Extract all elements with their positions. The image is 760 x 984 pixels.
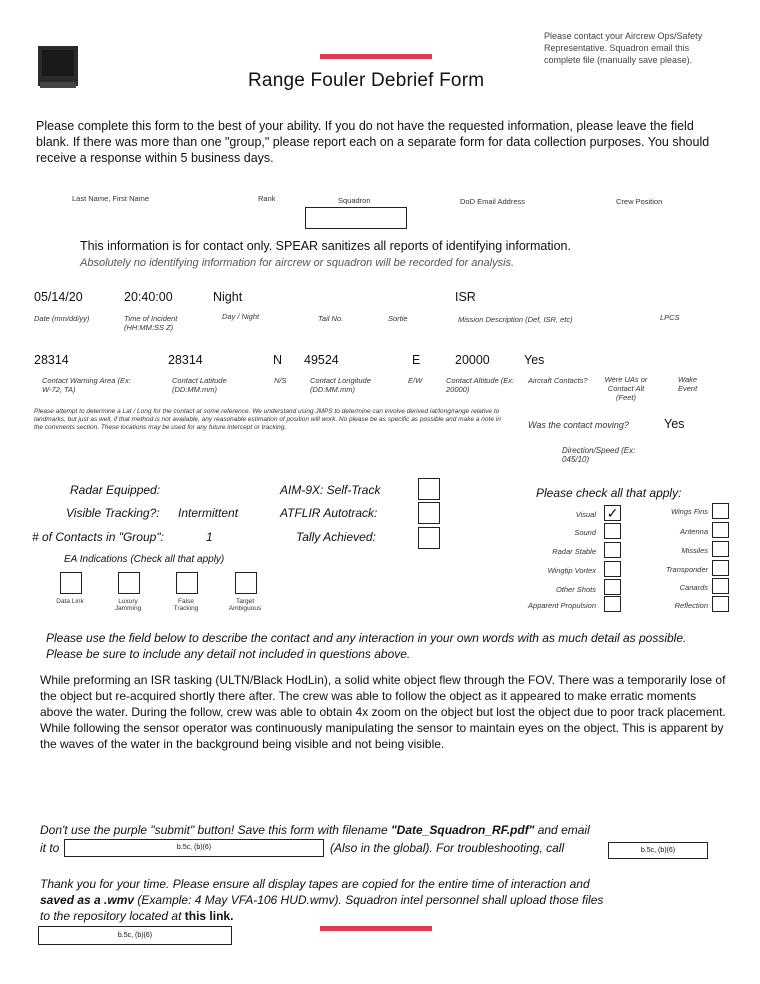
rank-label: Rank [258, 194, 276, 203]
apply-wingtip-checkbox[interactable] [604, 561, 621, 577]
repository-redacted-text: b.5c, (b)(6) [117, 932, 153, 939]
thanks-line3 [40, 908, 233, 924]
ns-label: N/S [274, 376, 287, 385]
day-night-value[interactable]: Night [213, 290, 243, 304]
ns-value[interactable]: N [273, 353, 283, 367]
describe-instructions: Please use the field below to describe the contact and any interaction in your own words with as much detail as possible. Please be sure to include any detail not included in questions above. [46, 631, 687, 661]
altitude-label: Contact Altitude (Ex: 20000) [446, 376, 515, 394]
filename: "Date_Squadron_RF.pdf" [390, 823, 535, 837]
apply-wings-label: Wings Fins [670, 507, 708, 516]
apply-title: Please check all that apply: [536, 486, 682, 500]
phone-redacted-field[interactable] [608, 842, 708, 859]
day-night-label: Day / Night [222, 312, 260, 321]
time-label: Time of Incident (HH:MM:SS Z) [124, 314, 178, 332]
apply-other-shots-label: Other Shots [555, 585, 596, 594]
visual-tracking-label: Visible Tracking?: [66, 506, 160, 520]
apply-sound-label: Sound [574, 528, 596, 537]
sortie-label: Sortie [388, 314, 408, 323]
top-red-bar [320, 54, 432, 59]
narrative-field[interactable]: While preforming an ISR tasking (ULTN/Black HodLin), a solid white object flew through the FOV. There was a temporarily lose of the object but re-acquired shortly there after. The crew was able to follow the object as it appeared to make erratic moments above the water. During the follow, crew was able to obtain 4x zoom on the object but lost the object due to poor track placement. While following the sensor operator was continuously manipulating the sensor to maintain eyes on the object. This is apparent by the waves of the water in the background being visible and not being visible. [40, 673, 726, 751]
saved-as-wmv: saved as a .wmv [40, 893, 135, 907]
footer-line1b: and email [534, 823, 590, 837]
apply-visual-label: Visual [575, 510, 596, 519]
tally-label: Tally Achieved: [296, 530, 376, 544]
intro-text: Please complete this form to the best of your ability. If you do not have the requested information, please leave the field blank. If there was more than one "group," please report each on a separate form for data collection purposes. You should receive a response within 5 business days. [36, 119, 710, 165]
apply-transponder-checkbox[interactable] [712, 560, 729, 576]
footer-line1a: Don't use the purple "submit" button! Save this form with filename [40, 823, 391, 837]
ea-luxury-jamming-checkbox[interactable] [118, 572, 140, 594]
email-label: DoD Email Address [460, 197, 526, 206]
crew-position-label: Crew Position [616, 197, 663, 206]
repository-link[interactable]: this link. [184, 909, 234, 923]
visual-tracking-value[interactable]: Intermittent [178, 506, 239, 520]
moving-value[interactable]: Yes [664, 417, 685, 431]
aircraft-label: Aircraft Contacts? [528, 376, 588, 385]
apply-antenna-checkbox[interactable] [712, 522, 729, 538]
apply-propulsion-label: Apparent Propulsion [528, 601, 596, 610]
ea-false-tracking-label: False Tracking [173, 598, 199, 612]
form-title: Range Fouler Debrief Form [248, 70, 485, 91]
latitude-value[interactable]: 28314 [168, 353, 203, 367]
apply-transponder-label: Transponder [666, 565, 708, 574]
area-label: Contact Warning Area (Ex: W-72, TA) [42, 376, 131, 394]
tail-no-label: Tail No. [318, 314, 344, 323]
time-value[interactable]: 20:40:00 [124, 290, 173, 304]
aim9x-label: AIM-9X: Self-Track [280, 483, 381, 497]
mission-label: Mission Description (Def, ISR, etc) [458, 315, 573, 324]
phone-redacted-text: b.5c, (b)(6) [640, 847, 676, 854]
squadron-label: Squadron [338, 196, 371, 205]
thanks-line2b: (Example: 4 May VFA-106 HUD.wmv). Squadron intel personnel shall upload those files [134, 893, 604, 907]
apply-wings-checkbox[interactable] [712, 503, 729, 519]
repository-redacted-field[interactable] [38, 926, 232, 945]
email-redacted-text: b.5c, (b)(6) [176, 844, 212, 851]
atflir-checkbox[interactable] [418, 502, 440, 524]
footer-line2a: it to [40, 841, 60, 855]
longitude-label: Contact Longitude (DD:MM.mm) [310, 376, 371, 394]
apply-antenna-label: Antenna [680, 527, 708, 536]
ea-target-ambiguous-label: Target Ambiguous [228, 598, 262, 612]
header-notice: Please contact your Aircrew Ops/Safety Representative. Squadron email this complete file (manually save please). [544, 31, 703, 65]
date-label: Date (mm/dd/yy) [34, 314, 90, 323]
apply-reflection-label: Reflection [674, 601, 708, 610]
ea-target-ambiguous-checkbox[interactable] [235, 572, 257, 594]
ea-luxury-jamming-label: Luxury Jamming [114, 598, 142, 612]
direction-label: Direction/Speed (Ex: 045/10) [562, 446, 636, 464]
squadron-field[interactable] [305, 207, 407, 229]
latitude-label: Contact Latitude (DD:MM.mm) [172, 376, 227, 394]
contact-note-italic: Absolutely no identifying information for aircrew or squadron will be recorded for analysis. [80, 257, 515, 269]
apply-reflection-checkbox[interactable] [712, 596, 729, 612]
name-label: Last Name, First Name [72, 194, 150, 203]
apply-other-shots-checkbox[interactable] [604, 579, 621, 595]
date-value[interactable]: 05/14/20 [34, 290, 83, 304]
longitude-value[interactable]: 49524 [304, 353, 339, 367]
squadron-logo-icon [36, 42, 80, 90]
contacts-label: # of Contacts in "Group": [32, 530, 164, 544]
contacts-value[interactable]: 1 [206, 530, 213, 544]
email-redacted-field[interactable] [64, 839, 324, 857]
lpcs-label: LPCS [660, 313, 680, 322]
ea-title: EA Indications (Check all that apply) [64, 554, 225, 565]
atflir-label: ATFLIR Autotrack: [280, 506, 378, 520]
area-value[interactable]: 28314 [34, 353, 69, 367]
apply-canards-label: Canards [679, 583, 708, 592]
checkmark-icon: ✓ [606, 505, 619, 521]
ew-value[interactable]: E [412, 353, 421, 367]
apply-radar-stable-label: Radar Stable [552, 547, 596, 556]
thanks-line2 [40, 892, 730, 908]
footer-line2b: (Also in the global). For troubleshooting, call [330, 841, 565, 855]
tally-checkbox[interactable] [418, 527, 440, 549]
wake-label: Wake Event [678, 375, 698, 393]
ea-false-tracking-checkbox[interactable] [176, 572, 198, 594]
moving-label: Was the contact moving? [528, 420, 629, 430]
footer-instructions [40, 822, 730, 838]
apply-sound-checkbox[interactable] [604, 523, 621, 539]
apply-visual-checkbox[interactable] [604, 505, 621, 521]
thanks-line3a: to the repository located at [40, 909, 185, 923]
apply-missiles-label: Missiles [681, 546, 708, 555]
ea-data-link-checkbox[interactable] [60, 572, 82, 594]
bottom-red-bar [320, 926, 432, 931]
apply-canards-checkbox[interactable] [712, 578, 729, 594]
aim9x-checkbox[interactable] [418, 478, 440, 500]
ew-label: E/W [408, 376, 423, 385]
contact-note: This information is for contact only. SPEAR sanitizes all reports of identifying information. [80, 239, 571, 253]
radar-label: Radar Equipped: [70, 483, 161, 497]
altitude-value[interactable]: 20000 [455, 353, 490, 367]
location-disclaimer: Please attempt to determine a Lat / Long for the contact at some reference. We understand using JMPS to determine can involve derived lat/long/range relative to landmarks, but just as well, if that method is not available, any reasonable estimation of position will work. No please be as specific as possible and make a note in the comments section. These locations may be used for any future intercept or tracking. [34, 408, 501, 431]
apply-radar-stable-checkbox[interactable] [604, 542, 621, 558]
apply-wingtip-label: Wingtip Vortex [547, 566, 596, 575]
apply-propulsion-checkbox[interactable] [604, 596, 621, 612]
apply-missiles-checkbox[interactable] [712, 541, 729, 557]
mission-value[interactable]: ISR [455, 290, 476, 304]
contact-air-label: Were UAs or Contact Alt (Feet) [604, 375, 648, 402]
ea-data-link-label: Data Link [56, 598, 84, 605]
aircraft-value[interactable]: Yes [524, 353, 545, 367]
thanks-line1: Thank you for your time. Please ensure all display tapes are copied for the entire time of interaction and [40, 877, 590, 891]
